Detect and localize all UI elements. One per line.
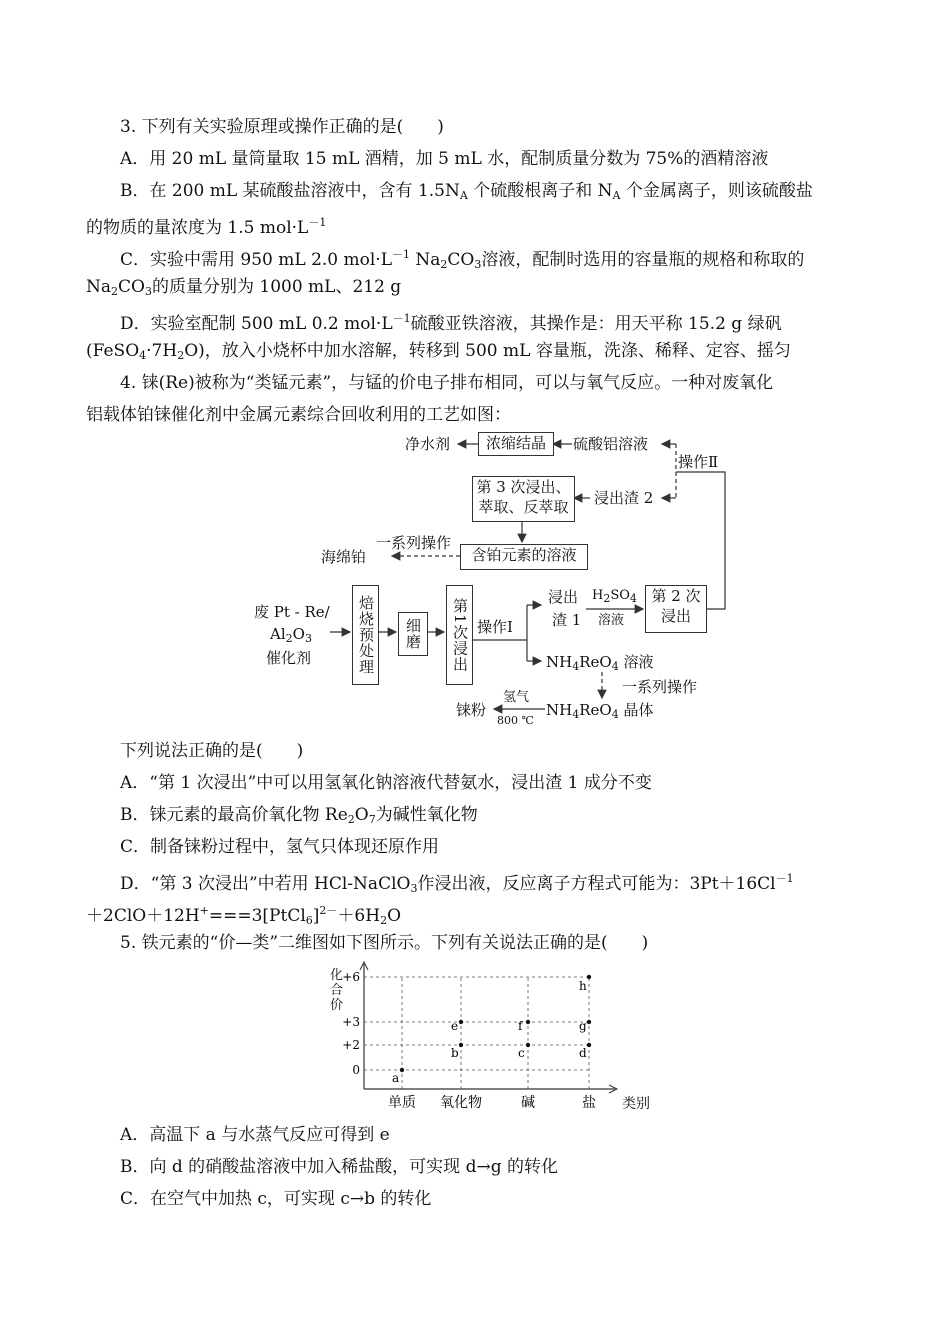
q4-option-b: B．铼元素的最高价氧化物 $Re_2O_7$为碱性氧化物 [120,805,478,826]
chart-xlabel: 类别 [622,1096,650,1112]
chart-point-b [459,1043,463,1047]
node-jinzha1-line1: 浸出 [548,588,579,606]
chart-point-f [526,1020,530,1024]
chart-point-label-e: e [451,1019,459,1033]
q4-stem-line1: 4. 铼(Re)被称为“类锰元素”，与锰的价电子排布相同，可以与氧气反应。一种对废氧化 [120,373,774,393]
node-nongsuo: 浓缩结晶 [478,432,554,456]
q5-option-b: B．向 d 的硝酸盐溶液中加入稀盐酸，可实现 d→g 的转化 [120,1157,558,1177]
chart-point-label-g: g [579,1019,587,1033]
label-rongye: 溶液 [598,613,625,628]
chart-ylabel: 化合价 [330,968,344,1013]
chart-point-label-b: b [451,1046,459,1060]
chart-xtick: 碱 [521,1095,535,1111]
node-hanbo: 含铂元素的溶液 [460,544,588,570]
node-fei-line1: 废 Pt - Re/ [254,603,330,621]
node-di2-jinchu: 第 2 次 浸出 [645,585,707,633]
q3-option-d-line2: $(FeSO_4\cdot 7H_2O)$，放入小烧杯中加水溶解，转移到 500 mL 容量瓶，洗涤、稀释、定容、摇匀 [86,341,791,362]
chart-xtick: 氧化物 [440,1095,482,1111]
chart-point-g [587,1020,591,1024]
q5-option-a: A．高温下 a 与水蒸气反应可得到 e [120,1125,390,1145]
q3-option-b-line2: 的物质的量浓度为 1.5 $mol\cdot L^{-1}$ [86,216,327,238]
chart-point-d [587,1043,591,1047]
chart-ytick: +3 [342,1015,360,1029]
q4-stem-line2: 铝载体铂铼催化剂中金属元素综合回收利用的工艺如图： [86,405,511,425]
chart-point-label-f: f [518,1019,523,1033]
chart-point-label-d: d [579,1046,587,1060]
q3-option-d-line1: D．实验室配制 500 mL 0.2 $mol\cdot L^{-1}$硫酸亚铁溶液，其操作是：用天平称 15.2 g 绿矾 [120,312,782,334]
label-yixilie1: 一系列操作 [376,534,452,552]
node-fei-line3: 催化剂 [266,649,312,667]
chart-ytick: +2 [342,1038,360,1052]
chart-point-e [459,1020,463,1024]
node-laifen: 铼粉 [456,701,487,719]
node-nh4reo4-solution: $NH_4ReO_4$ 溶液 [546,653,654,673]
q4-ask: 下列说法正确的是( ) [120,741,304,761]
q3-option-c-line1: C．实验中需用 950 mL 2.0 $mol\cdot L^{-1}$ $Na_2CO_3$溶液，配制时选用的容量瓶的规格和称取的 [120,248,805,271]
chart-xtick: 单质 [388,1095,416,1111]
q5-option-c: C．在空气中加热 c，可实现 c→b 的转化 [120,1189,432,1209]
label-temp: 800 ℃ [497,714,534,727]
node-jinzha2: 浸出渣 2 [594,489,654,507]
q4-option-d-line2: $+2ClO+12H^+===3[PtCl_6]^{2-}+6H_2O$ [86,904,402,927]
node-di1-jinchu: 第1次浸出 [446,585,473,685]
chart-ytick: 0 [352,1063,360,1077]
chart-point-c [526,1043,530,1047]
chart-ytick: +6 [342,970,360,984]
chart-point-label-h: h [579,979,587,993]
q4-option-a: A．“第 1 次浸出”中可以用氢氧化钠溶液代替氨水，浸出渣 1 成分不变 [120,773,652,793]
q4-option-c: C．制备铼粉过程中，氢气只体现还原作用 [120,837,440,857]
label-yixilie2: 一系列操作 [622,678,698,696]
chart-xtick: 盐 [582,1095,596,1111]
node-beishao: 焙烧预处理 [352,585,379,685]
node-xim: 细磨 [398,612,428,656]
node-fei-line2: $Al_2O_3$ [270,625,312,645]
node-jinzha1-line2: 渣 1 [552,611,582,629]
q3-option-c-line2: $Na_2CO_3$的质量分别为 1000 mL、212 g [86,277,402,298]
label-caozuo2: 操作Ⅱ [678,453,719,471]
chart-point-label-a: a [392,1071,400,1085]
q4-option-d-line1: D．“第 3 次浸出”中若用 HCl-NaClO$_3$作浸出液，反应离子方程式可能为：$3Pt+16Cl^{-1}$ [120,872,794,895]
q3-stem: 3. 下列有关实验原理或操作正确的是( ) [120,117,444,137]
q3-option-a: A．用 20 mL 量筒量取 15 mL 酒精，加 5 mL 水，配制质量分数为 75%的酒精溶液 [120,149,769,169]
node-haimianbo: 海绵铂 [321,548,367,566]
node-di3-jinchu: 第 3 次浸出、 萃取、反萃取 [472,476,575,522]
q3-option-b-line1: B．在 200 mL 某硫酸盐溶液中，含有 $1.5N_A$ 个硫酸根离子和 $N_A$ 个金属离子，则该硫酸盐 [120,181,813,202]
label-qiqi: 氢气 [503,690,530,705]
node-jingshuiji: 净水剂 [405,435,451,453]
label-h2so4: $H_2SO_4$ [592,588,637,605]
label-caozuo1: 操作Ⅰ [477,618,513,636]
chart-point-a [400,1068,404,1072]
q5-stem: 5. 铁元素的“价—类”二维图如下图所示。下列有关说法正确的是( ) [120,933,649,953]
node-liusuanlv: 硫酸铝溶液 [573,435,649,453]
chart-point-label-c: c [518,1046,525,1060]
node-nh4reo4-crystal: $NH_4ReO_4$ 晶体 [546,701,654,721]
chart-point-h [587,975,591,979]
